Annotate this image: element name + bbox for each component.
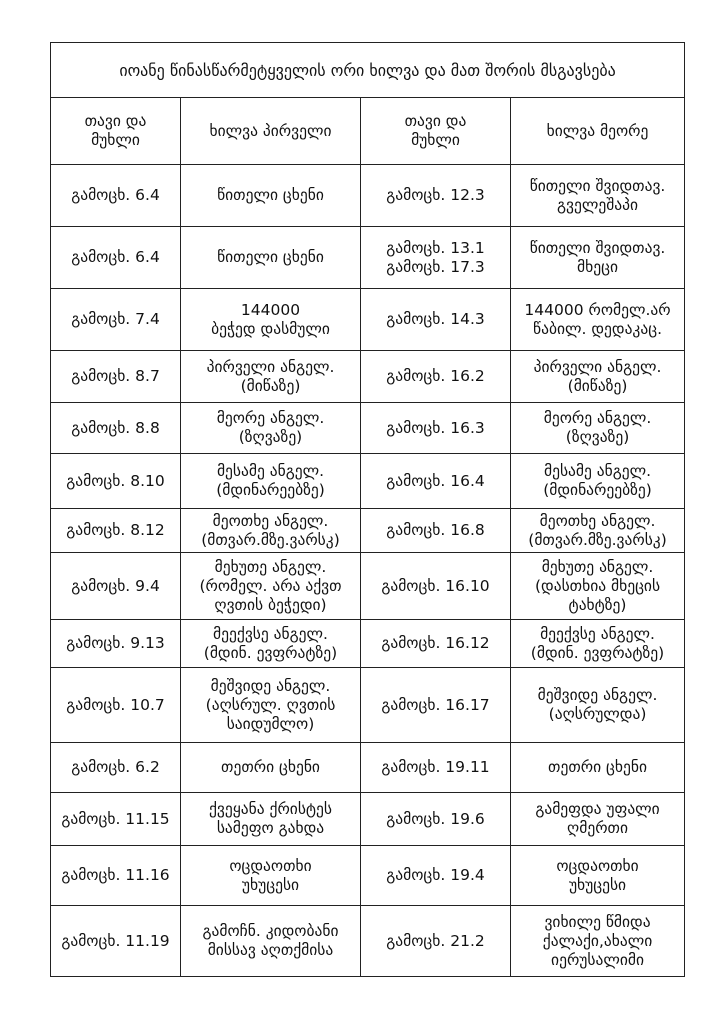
header-chapter-verse-1-line: თავი და <box>84 112 147 130</box>
reference-cell-1 <box>51 846 181 906</box>
vision-two-cell-line: მეორე ანგელ. <box>543 409 652 427</box>
vision-two-cell-line: ოცდაოთხი <box>556 856 639 875</box>
vision-two-cell <box>511 743 685 793</box>
table-row <box>51 793 685 846</box>
table-row <box>51 553 685 620</box>
vision-two-cell <box>511 553 685 620</box>
reference-cell-2-line: გამოცხ. 16.10 <box>381 576 490 595</box>
reference-cell-1-line: გამოცხ. 9.4 <box>71 576 160 595</box>
reference-cell-2-line: გამოცხ. 12.3 <box>386 186 485 204</box>
reference-cell-1-line: გამოცხ. 6.2 <box>71 758 160 776</box>
reference-cell-2-line: გამოცხ. 16.17 <box>381 695 490 714</box>
vision-one-cell-line: მეოთხე ანგელ. <box>212 511 329 530</box>
vision-one-cell <box>181 289 361 351</box>
reference-cell-1 <box>51 620 181 668</box>
vision-one-cell-line: მესამე ანგელ. <box>216 462 325 480</box>
reference-cell-1 <box>51 454 181 509</box>
vision-one-cell <box>181 165 361 227</box>
vision-one-cell-line: საიდუმლო) <box>226 714 315 733</box>
reference-cell-2-line: გამოცხ. 19.4 <box>386 866 485 884</box>
table-row <box>51 403 685 454</box>
table-row <box>51 906 685 977</box>
reference-cell-1-line: გამოცხ. 8.10 <box>66 471 165 490</box>
vision-one-cell-line: წითელი ცხენი <box>217 186 324 204</box>
vision-one-cell-line: მისსავ აღთქმისა <box>207 941 334 959</box>
vision-one-cell <box>181 553 361 620</box>
table-title: იოანე წინასწარმეტყველის ორი ხილვა და მათ შორის მსგავსება <box>51 43 685 98</box>
vision-two-cell-line: გამეფდა უფალი <box>535 800 660 818</box>
vision-one-cell <box>181 454 361 509</box>
reference-cell-1 <box>51 351 181 403</box>
vision-two-cell-line: მეხუთე ანგელ. <box>541 557 654 576</box>
reference-cell-2 <box>361 846 511 906</box>
vision-two-cell-line: მესამე ანგელ. <box>543 462 652 480</box>
table-row <box>51 743 685 793</box>
table-row <box>51 351 685 403</box>
reference-cell-1 <box>51 793 181 846</box>
header-chapter-verse-2 <box>361 98 511 165</box>
vision-one-cell-line: ბეჭედ დასმული <box>211 319 330 338</box>
vision-two-cell-line: მხეცი <box>577 257 618 276</box>
table-row <box>51 846 685 906</box>
vision-one-cell <box>181 351 361 403</box>
vision-two-cell-line: თეთრი ცხენი <box>548 758 647 776</box>
vision-two-cell-line: (მთვარ.მზე.ვარსკ) <box>528 530 667 549</box>
reference-cell-2 <box>361 351 511 403</box>
vision-one-cell-line: (მიწაზე) <box>240 376 301 395</box>
vision-one-cell <box>181 227 361 289</box>
vision-two-cell <box>511 454 685 509</box>
reference-cell-1 <box>51 289 181 351</box>
reference-cell-2 <box>361 793 511 846</box>
reference-cell-1-line: გამოცხ. 8.8 <box>71 418 160 437</box>
header-chapter-verse-2-line: თავი და <box>404 112 467 130</box>
reference-cell-2-line: გამოცხ. 16.2 <box>386 367 485 385</box>
vision-two-cell <box>511 668 685 743</box>
vision-one-cell <box>181 906 361 977</box>
vision-two-cell <box>511 793 685 846</box>
vision-one-cell-line: თეთრი ცხენი <box>221 758 320 776</box>
reference-cell-2 <box>361 454 511 509</box>
vision-two-cell-line: იერუსალიმი <box>551 950 644 969</box>
reference-cell-2-line: გამოცხ. 21.2 <box>386 931 485 950</box>
reference-cell-2 <box>361 553 511 620</box>
vision-two-cell-line: ვიხილე წმიდა <box>544 912 651 931</box>
vision-one-cell <box>181 620 361 668</box>
vision-two-cell-line: მეოთხე ანგელ. <box>539 511 656 530</box>
reference-cell-1 <box>51 227 181 289</box>
reference-cell-2 <box>361 620 511 668</box>
vision-two-cell <box>511 509 685 553</box>
reference-cell-1-line: გამოცხ. 6.4 <box>71 186 160 204</box>
reference-cell-1-line: გამოცხ. 9.13 <box>66 634 165 652</box>
vision-one-cell-line: მეექვსე ანგელ. <box>213 624 328 643</box>
vision-two-cell-line: (აღსრულდა) <box>548 705 647 723</box>
vision-one-cell-line: მეშვიდე ანგელ. <box>210 676 331 695</box>
header-vision-one-line: ხილვა პირველი <box>209 121 332 140</box>
vision-two-cell-line: წითელი შვიდთავ. <box>529 176 666 195</box>
reference-cell-1-line: გამოცხ. 6.4 <box>71 248 160 266</box>
header-vision-one <box>181 98 361 165</box>
vision-one-cell-line: (აღსრულ. ღვთის <box>205 695 336 714</box>
vision-two-cell-line: უხუცესი <box>568 875 627 894</box>
table-row <box>51 289 685 351</box>
header-row <box>51 98 685 165</box>
vision-two-cell-line: (მდინ. ევფრატზე) <box>530 643 665 662</box>
header-chapter-verse-1-line: მუხლი <box>91 131 140 149</box>
reference-cell-2-line: გამოცხ. 19.11 <box>381 758 490 776</box>
reference-cell-2 <box>361 743 511 793</box>
reference-cell-2-line: გამოცხ. 16.4 <box>386 471 485 490</box>
vision-one-cell-line: 144000 <box>240 300 301 319</box>
reference-cell-2-line: გამოცხ. 13.1 <box>386 238 485 257</box>
reference-cell-2 <box>361 165 511 227</box>
reference-cell-1 <box>51 668 181 743</box>
vision-two-cell <box>511 846 685 906</box>
vision-one-cell <box>181 743 361 793</box>
vision-two-cell <box>511 165 685 227</box>
vision-two-cell-line: ტახტზე) <box>568 595 627 614</box>
vision-two-cell-line: ღმერთი <box>567 819 628 837</box>
vision-one-cell-line: პირველი ანგელ. <box>206 357 335 376</box>
reference-cell-2 <box>361 668 511 743</box>
vision-two-cell-line: წაბილ. დედაკაც. <box>533 319 662 338</box>
vision-one-cell-line: მეხუთე ანგელ. <box>214 557 327 576</box>
reference-cell-2-line: გამოცხ. 16.3 <box>386 418 485 437</box>
reference-cell-1 <box>51 403 181 454</box>
title-row <box>51 43 685 98</box>
vision-one-cell-line: ქვეყანა ქრისტეს <box>208 800 333 818</box>
vision-one-cell <box>181 846 361 906</box>
header-vision-two-line: ხილვა მეორე <box>546 121 649 140</box>
table-row <box>51 509 685 553</box>
vision-two-cell-line: 144000 რომელ.არ <box>524 300 671 319</box>
vision-two-cell-line: წითელი შვიდთავ. <box>529 238 666 257</box>
header-vision-two <box>511 98 685 165</box>
vision-one-cell <box>181 668 361 743</box>
vision-two-cell <box>511 620 685 668</box>
reference-cell-2-line: გამოცხ. 14.3 <box>386 310 485 328</box>
reference-cell-2 <box>361 289 511 351</box>
reference-cell-1-line: გამოცხ. 11.15 <box>61 809 170 828</box>
vision-two-cell-line: (მდინარეებზე) <box>543 481 652 499</box>
table-row <box>51 227 685 289</box>
vision-one-cell-line: (მდინარეებზე) <box>216 481 325 499</box>
vision-one-cell-line: სამეფო გახდა <box>216 819 325 837</box>
reference-cell-1-line: გამოცხ. 10.7 <box>66 695 165 714</box>
reference-cell-1-line: გამოცხ. 11.19 <box>61 931 170 950</box>
vision-two-cell-line: (მიწაზე) <box>567 376 628 395</box>
table-row <box>51 668 685 743</box>
vision-one-cell <box>181 509 361 553</box>
comparison-table <box>50 42 685 977</box>
vision-two-cell <box>511 289 685 351</box>
reference-cell-1-line: გამოცხ. 11.16 <box>61 866 170 884</box>
reference-cell-2-line: გამოცხ. 16.8 <box>386 521 485 539</box>
vision-one-cell-line: (რომელ. არა აქვთ <box>199 576 342 595</box>
vision-two-cell-line: (დასთხია მხეცის <box>534 576 661 595</box>
vision-one-cell-line: უხუცესი <box>241 875 300 894</box>
reference-cell-1 <box>51 553 181 620</box>
vision-one-cell <box>181 793 361 846</box>
vision-two-cell-line: პირველი ანგელ. <box>533 357 662 376</box>
reference-cell-1-line: გამოცხ. 7.4 <box>71 310 160 328</box>
vision-two-cell <box>511 906 685 977</box>
header-chapter-verse-1 <box>51 98 181 165</box>
reference-cell-1 <box>51 509 181 553</box>
vision-two-cell-line: მეექვსე ანგელ. <box>540 624 655 643</box>
vision-two-cell <box>511 351 685 403</box>
reference-cell-2 <box>361 509 511 553</box>
vision-one-cell-line: წითელი ცხენი <box>217 248 324 266</box>
reference-cell-1 <box>51 743 181 793</box>
reference-cell-1-line: გამოცხ. 8.7 <box>71 367 160 385</box>
vision-one-cell-line: ღვთის ბეჭედი) <box>214 595 327 614</box>
reference-cell-1 <box>51 165 181 227</box>
vision-two-cell <box>511 227 685 289</box>
table-row <box>51 454 685 509</box>
reference-cell-2 <box>361 403 511 454</box>
table-row <box>51 620 685 668</box>
vision-one-cell-line: (ზღვაზე) <box>238 428 303 446</box>
reference-cell-2 <box>361 906 511 977</box>
vision-one-cell-line: (მდინ. ევფრატზე) <box>203 643 338 662</box>
reference-cell-2-line: გამოცხ. 16.12 <box>381 634 490 652</box>
vision-two-cell-line: მეშვიდე ანგელ. <box>537 686 658 704</box>
vision-one-cell <box>181 403 361 454</box>
header-chapter-verse-2-line: მუხლი <box>411 131 460 149</box>
vision-two-cell <box>511 403 685 454</box>
vision-two-cell-line: (ზღვაზე) <box>565 428 630 446</box>
vision-one-cell-line: გამოჩნ. კიდობანი <box>202 922 339 940</box>
vision-one-cell-line: მეორე ანგელ. <box>216 409 325 427</box>
reference-cell-1 <box>51 906 181 977</box>
reference-cell-2-line: გამოცხ. 17.3 <box>386 257 485 276</box>
vision-one-cell-line: ოცდაოთხი <box>229 856 312 875</box>
vision-one-cell-line: (მთვარ.მზე.ვარსკ) <box>201 530 340 549</box>
vision-two-cell-line: ქალაქი,ახალი <box>542 931 653 950</box>
reference-cell-2 <box>361 227 511 289</box>
reference-cell-1-line: გამოცხ. 8.12 <box>66 521 165 539</box>
vision-two-cell-line: გველეშაპი <box>557 195 639 214</box>
table-row <box>51 165 685 227</box>
reference-cell-2-line: გამოცხ. 19.6 <box>386 809 485 828</box>
